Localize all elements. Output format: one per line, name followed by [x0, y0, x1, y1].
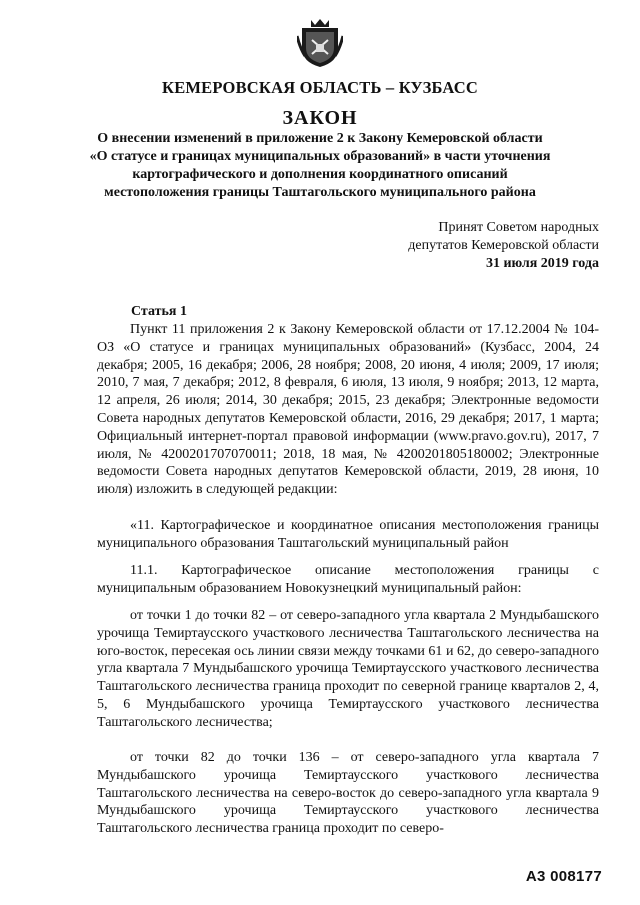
article-paragraph-points-1-82	[97, 607, 599, 732]
subtitle-line: «О статусе и границах муниципальных образований» в части уточнения	[89, 149, 551, 164]
document-type-title: ЗАКОН	[282, 107, 358, 129]
adoption-line: Принят Советом народных	[438, 220, 599, 235]
subtitle-line: О внесении изменений в приложение 2 к Закону Кемеровской области	[97, 131, 543, 146]
article-paragraph-points-82-136	[97, 749, 599, 838]
adoption-line: депутатов Кемеровской области	[408, 238, 599, 253]
region-title: КЕМЕРОВСКАЯ ОБЛАСТЬ – КУЗБАСС	[162, 78, 478, 97]
paragraph: от точки 82 до точки 136 – от северо-западного угла квартала 7 Мундыбашского урочища Темиртаусского участкового лесничества Таштагольского лесничества на северо-восток до северо-западного угла квартала 9 Мундыбашского урочища Темиртаусского участкового лесничества Таштагольского лесничества граница проходит по северо-	[97, 750, 599, 837]
subtitle-line: картографического и дополнения координатного описаний	[132, 167, 508, 182]
document-serial-number: А3 008177	[525, 868, 602, 885]
subtitle-line: местоположения границы Таштагольского муниципального района	[104, 185, 536, 200]
article-heading: Статья 1	[131, 304, 187, 319]
law-subtitle	[0, 130, 640, 202]
article-paragraph-amendment	[97, 321, 599, 499]
article-paragraph-11-1	[97, 562, 599, 598]
adoption-statement	[408, 219, 599, 255]
coat-of-arms-emblem	[297, 18, 343, 68]
paragraph: от точки 1 до точки 82 – от северо-западного угла квартала 2 Мундыбашского урочища Темиртаусского участкового лесничества Таштагольского лесничества на юго-восток, пересекая ось линии связи между точками 61 и 62, до северо-западного угла квартала 7 Мундыбашского урочища Темиртаусского участкового лесничества Таштагольского лесничества граница проходит по северной границе кварталов 2, 4, 5, 6 Мундыбашского урочища Темиртаусского участкового лесничества Таштагольского лесничества;	[97, 608, 599, 730]
adoption-date: 31 июля 2019 года	[485, 256, 599, 271]
paragraph: Пункт 11 приложения 2 к Закону Кемеровской области от 17.12.2004 № 104-ОЗ «О статусе и границах муниципальных образований» (Кузбасс, 2004, 24 декабря; 2005, 16 декабря; 2006, 28 ноября; 2008, 20 июня, 4 июля; 2009, 17 июля; 2010, 7 мая, 7 декабря; 2012, 8 февраля, 6 июля, 13 июля, 9 ноября; 2013, 12 марта, 12 апреля, 26 июля; 2014, 30 декабря; 2015, 23 декабря; Электронные ведомости Совета народных депутатов Кемеровской области, 2016, 29 декабря; 2017, 1 марта; Официальный интернет-портал правовой информации (www.pravo.gov.ru), 2017, 7 июля, № 4200201707070011; 2018, 18 мая, № 4200201805180002; Электронные ведомости Совета народных депутатов Кемеровской области, 2019, 28 июня, 10 июля) изложить в следующей редакции:	[97, 322, 599, 498]
paragraph: 11.1. Картографическое описание местоположения границы с муниципальным образованием Новокузнецкий муниципальный район:	[97, 563, 599, 596]
paragraph: «11. Картографическое и координатное описания местоположения границы муниципального образования Таштагольский муниципальный район	[97, 518, 599, 551]
article-paragraph-heading-11	[97, 517, 599, 553]
